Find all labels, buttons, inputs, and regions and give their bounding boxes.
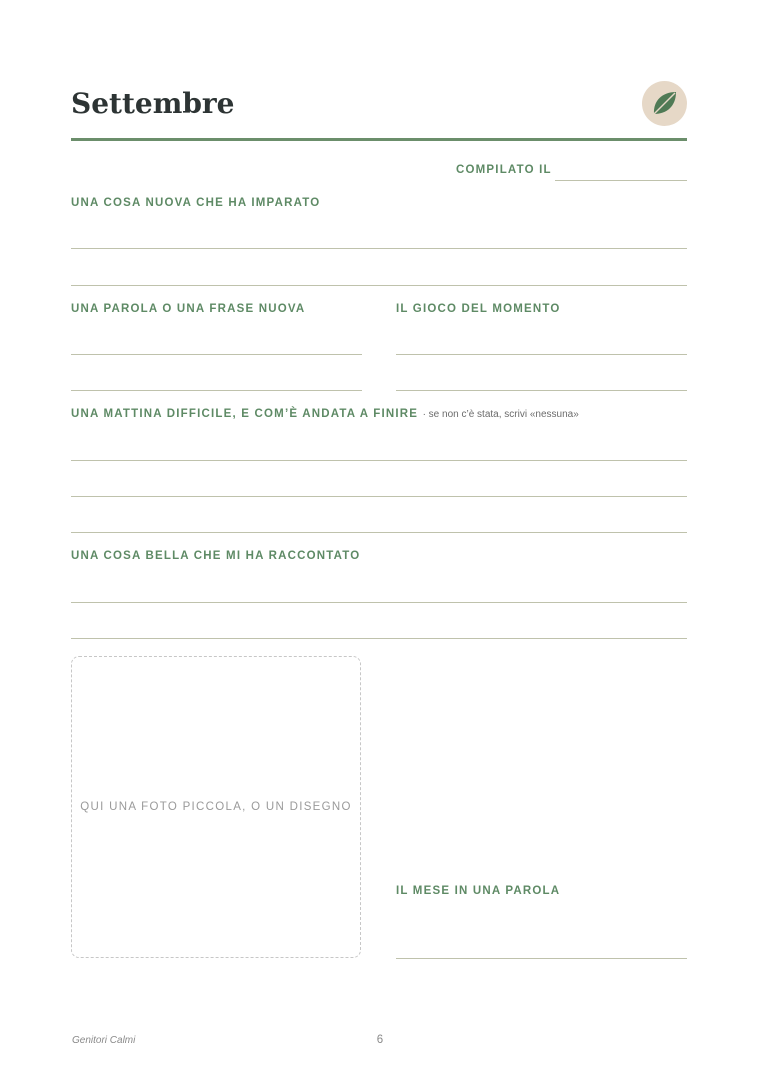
new-word-line-1[interactable]	[71, 354, 362, 355]
difficult-morning-line-2[interactable]	[71, 496, 687, 497]
new-word-label: UNA PAROLA O UNA FRASE NUOVA	[71, 303, 306, 315]
month-word-line[interactable]	[396, 958, 687, 959]
difficult-morning-line-1[interactable]	[71, 460, 687, 461]
photo-placeholder-text: QUI UNA FOTO PICCOLA, O UN DISEGNO	[80, 801, 352, 813]
photo-drawing-box[interactable]	[71, 656, 361, 958]
leaf-badge	[642, 81, 687, 126]
footer-brand: Genitori Calmi	[72, 1035, 136, 1046]
current-game-line-1[interactable]	[396, 354, 687, 355]
page-number: 6	[376, 1034, 384, 1046]
nice-thing-line-1[interactable]	[71, 602, 687, 603]
difficult-morning-line-3[interactable]	[71, 532, 687, 533]
new-learned-label: UNA COSA NUOVA CHE HA IMPARATO	[71, 197, 321, 209]
leaf-icon	[642, 81, 687, 126]
month-word-label: IL MESE IN UNA PAROLA	[396, 885, 561, 897]
difficult-morning-label	[71, 407, 579, 422]
nice-thing-line-2[interactable]	[71, 638, 687, 639]
current-game-label: IL GIOCO DEL MOMENTO	[396, 303, 561, 315]
title-divider	[71, 138, 687, 141]
new-learned-line-1[interactable]	[71, 248, 687, 249]
difficult-morning-hint: · se non c’è stata, scrivi «nessuna»	[422, 409, 579, 420]
new-learned-line-2[interactable]	[71, 285, 687, 286]
difficult-morning-title: UNA MATTINA DIFFICILE, E COM’È ANDATA A FINIRE	[71, 408, 419, 420]
page-title: Settembre	[71, 87, 235, 120]
compiled-date-label: COMPILATO IL	[456, 164, 552, 176]
current-game-line-2[interactable]	[396, 390, 687, 391]
new-word-line-2[interactable]	[71, 390, 362, 391]
nice-thing-label: UNA COSA BELLA CHE MI HA RACCONTATO	[71, 550, 361, 562]
compiled-date-field[interactable]	[555, 180, 687, 181]
